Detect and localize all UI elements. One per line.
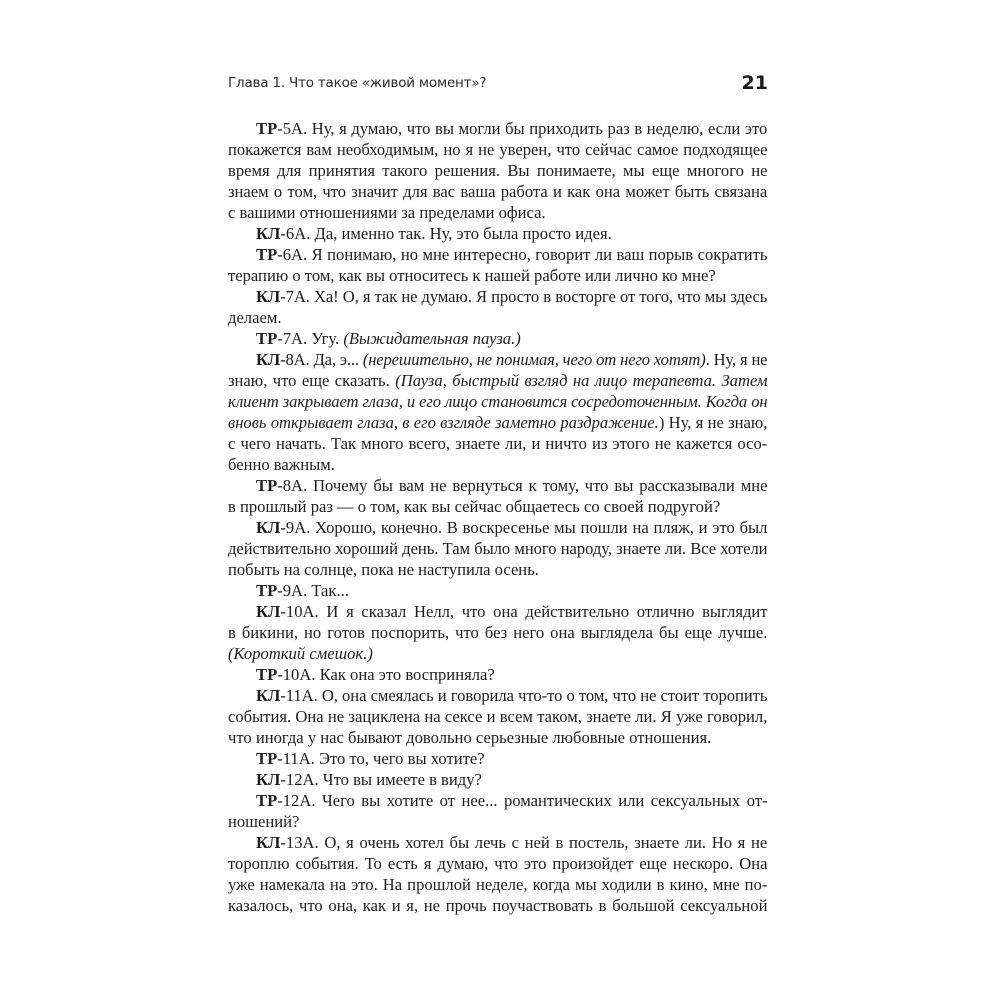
text-line xyxy=(228,748,768,769)
text-line-content xyxy=(256,245,768,264)
text-line-content xyxy=(256,770,482,789)
text-line-content xyxy=(228,497,720,516)
speaker-label: КЛ xyxy=(256,287,281,306)
speech-text: -10А. Как она это восприняла? xyxy=(277,665,495,684)
dialogue-paragraph xyxy=(228,475,768,517)
speech-text: -7А. Угу. xyxy=(277,329,344,348)
text-line-content xyxy=(228,896,767,915)
text-line xyxy=(228,433,768,454)
text-line xyxy=(228,160,768,181)
stage-direction: клиент закрывает глаза, и его лицо становится сосредоточенным. Когда он xyxy=(228,392,768,411)
text-line-content xyxy=(228,140,768,159)
speech-text: с чего начать. Так много всего, знаете ли, и ничто из этого не кажется осо- xyxy=(228,434,768,453)
text-line-content xyxy=(228,854,767,873)
text-line-content xyxy=(228,539,768,558)
speech-text: тороплю события. То есть я думаю, что это произойдет еще нескоро. Она xyxy=(228,854,768,873)
text-line-content xyxy=(228,644,373,663)
speech-text: время для принятия такого решения. Вы понимаете, мы еще многого не xyxy=(228,161,768,180)
speaker-label: ТР xyxy=(256,749,278,768)
text-line xyxy=(228,370,768,391)
text-line-content xyxy=(228,812,299,831)
text-line xyxy=(228,685,768,706)
text-line-content xyxy=(256,329,521,348)
dialogue-paragraph xyxy=(228,223,768,244)
speech-text: -12А. Что вы имеете в виду? xyxy=(280,770,482,789)
text-line-content xyxy=(228,203,546,222)
text-line xyxy=(228,559,768,580)
speech-text: терапию о том, как вы относитесь к нашей работе или лично ко мне? xyxy=(228,266,716,285)
text-line-content xyxy=(228,707,767,726)
dialogue-paragraph xyxy=(228,517,768,580)
text-line-content xyxy=(256,518,767,537)
speech-text: . Ну, я не xyxy=(705,350,768,369)
speech-text: ношений? xyxy=(228,812,300,831)
dialogue-paragraph xyxy=(228,244,768,286)
speech-text: покажется вам необходимым, но я не уверен, что сейчас самое подходящее xyxy=(228,140,768,159)
text-line xyxy=(228,223,768,244)
text-line-content xyxy=(228,560,539,579)
text-line xyxy=(228,181,768,202)
text-line-content xyxy=(256,833,767,852)
page-number: 21 xyxy=(741,72,768,94)
text-line-content xyxy=(228,728,711,747)
dialogue-paragraph xyxy=(228,685,768,748)
speech-text: -12А. Чего вы хотите от нее... романтических или сексуальных от- xyxy=(277,791,768,810)
running-title: Глава 1. Что такое «живой момент»? xyxy=(228,75,487,91)
text-line xyxy=(228,517,768,538)
text-line xyxy=(228,769,768,790)
text-line-content xyxy=(256,287,767,306)
speaker-label: КЛ xyxy=(256,224,281,243)
text-line xyxy=(228,118,768,139)
text-line xyxy=(228,496,768,517)
stage-direction: (нерешительно, не понимая, чего от него хотят) xyxy=(362,350,706,369)
speech-text: с вашими отношениями за пределами офиса. xyxy=(228,203,546,222)
text-line-content xyxy=(256,350,767,369)
speaker-label: ТР xyxy=(256,791,278,810)
dialogue-paragraph xyxy=(228,328,768,349)
speech-text: казалось, что она, как и я, не прочь поучаствовать в большой сексуальной xyxy=(228,896,768,915)
text-line xyxy=(228,727,768,748)
stage-direction: вновь открывает глаза, в его взгляде заметно раздражение. xyxy=(228,413,659,432)
text-line-content xyxy=(256,602,768,621)
speech-text: -9А. Хорошо, конечно. В воскресенье мы пошли на пляж, и это был xyxy=(280,518,768,537)
speech-text: -6А. Я понимаю, но мне интересно, говорит ли ваш порыв сократить xyxy=(277,245,768,264)
speaker-label: КЛ xyxy=(256,770,281,789)
text-line-content xyxy=(256,791,768,810)
text-line-content xyxy=(228,413,767,432)
speaker-label: ТР xyxy=(256,245,278,264)
speech-text: что иногда у нас бывают довольно серьезные любовные отношения. xyxy=(228,728,712,747)
text-line-content xyxy=(256,224,612,243)
text-line xyxy=(228,622,768,643)
text-line-content xyxy=(228,308,281,327)
speech-text: в прошлый раз — о том, как вы сейчас общаетесь со своей подругой? xyxy=(228,497,721,516)
text-line-content xyxy=(256,686,767,705)
text-line xyxy=(228,307,768,328)
text-line xyxy=(228,664,768,685)
stage-direction: (Короткий смешок.) xyxy=(228,644,373,663)
stage-direction: (Пауза, быстрый взгляд на лицо терапевта. Затем xyxy=(395,371,768,390)
text-line xyxy=(228,244,768,265)
speech-text: знаем о том, что значит для вас ваша работа и как она может быть связана xyxy=(228,182,768,201)
text-line-content xyxy=(256,665,495,684)
text-line xyxy=(228,790,768,811)
speech-text: -9А. Так... xyxy=(277,581,349,600)
speech-text: -13А. О, я очень хотел бы лечь с ней в постель, знаете ли. Но я не xyxy=(280,833,768,852)
dialogue-text xyxy=(228,118,768,916)
dialogue-paragraph xyxy=(228,769,768,790)
speech-text: бенно важным. xyxy=(228,455,335,474)
speech-text: -6А. Да, именно так. Ну, это была просто идея. xyxy=(280,224,612,243)
text-line xyxy=(228,811,768,832)
text-line-content xyxy=(256,749,485,768)
speaker-label: КЛ xyxy=(256,833,281,852)
text-line xyxy=(228,265,768,286)
text-line xyxy=(228,454,768,475)
speaker-label: КЛ xyxy=(256,350,281,369)
text-line xyxy=(228,832,768,853)
text-line-content xyxy=(228,623,767,642)
text-line xyxy=(228,475,768,496)
text-line-content xyxy=(256,119,767,138)
text-line xyxy=(228,601,768,622)
dialogue-paragraph xyxy=(228,601,768,664)
text-line-content xyxy=(228,392,768,411)
speech-text: -8А. Да, э... xyxy=(280,350,363,369)
running-header xyxy=(228,72,768,96)
text-line-content xyxy=(256,581,349,600)
text-line xyxy=(228,412,768,433)
speech-text: -11А. Это то, чего вы хотите? xyxy=(277,749,485,768)
text-line xyxy=(228,286,768,307)
dialogue-paragraph xyxy=(228,748,768,769)
text-line xyxy=(228,706,768,727)
speech-text: -8А. Почему бы вам не вернуться к тому, что вы рассказывали мне xyxy=(277,476,768,495)
speech-text: побыть на солнце, пока не наступила осень. xyxy=(228,560,539,579)
text-line-content xyxy=(228,266,716,285)
text-line xyxy=(228,391,768,412)
text-line xyxy=(228,139,768,160)
speech-text: уже намекала на это. На прошлой неделе, когда мы ходили в кино, мне по- xyxy=(228,875,768,894)
speaker-label: КЛ xyxy=(256,686,281,705)
speech-text: действительно хороший день. Там было много народу, знаете ли. Все хотели xyxy=(228,539,768,558)
speaker-label: ТР xyxy=(256,581,278,600)
dialogue-paragraph xyxy=(228,349,768,475)
text-line xyxy=(228,853,768,874)
stage-direction: (Выжидательная пауза.) xyxy=(343,329,521,348)
text-line-content xyxy=(256,476,767,495)
text-line-content xyxy=(228,875,767,894)
dialogue-paragraph xyxy=(228,832,768,916)
dialogue-paragraph xyxy=(228,118,768,223)
text-line xyxy=(228,349,768,370)
speaker-label: ТР xyxy=(256,476,278,495)
text-line-content xyxy=(228,434,767,453)
text-line-content xyxy=(228,371,768,390)
speech-text: -11А. О, она смеялась и говорила что-то о том, что не стоит торопить xyxy=(280,686,768,705)
speaker-label: КЛ xyxy=(256,602,281,621)
dialogue-paragraph xyxy=(228,790,768,832)
dialogue-paragraph xyxy=(228,580,768,601)
speaker-label: ТР xyxy=(256,119,278,138)
text-line xyxy=(228,580,768,601)
text-line-content xyxy=(228,182,767,201)
text-line xyxy=(228,538,768,559)
text-line xyxy=(228,202,768,223)
speech-text: ) Ну, я не знаю, xyxy=(658,413,768,432)
speech-text: -10А. И я сказал Нелл, что она действительно отлично выглядит xyxy=(280,602,768,621)
dialogue-paragraph xyxy=(228,286,768,328)
speech-text: в бикини, но готов поспорить, что без него она выглядела бы еще лучше. xyxy=(228,623,768,642)
text-line xyxy=(228,328,768,349)
text-line-content xyxy=(228,455,335,474)
text-line-content xyxy=(228,161,767,180)
text-line xyxy=(228,643,768,664)
speech-text: знаю, что еще сказать. xyxy=(228,371,396,390)
text-line xyxy=(228,895,768,916)
dialogue-paragraph xyxy=(228,664,768,685)
speech-text: -5А. Ну, я думаю, что вы могли бы приходить раз в неделю, если это xyxy=(277,119,768,138)
speech-text: события. Она не зациклена на сексе и всем таком, знаете ли. Я уже говорил, xyxy=(228,707,768,726)
speaker-label: ТР xyxy=(256,665,278,684)
speaker-label: ТР xyxy=(256,329,278,348)
speech-text: делаем. xyxy=(228,308,282,327)
speech-text: -7А. Ха! О, я так не думаю. Я просто в восторге от того, что мы здесь xyxy=(280,287,768,306)
text-line xyxy=(228,874,768,895)
speaker-label: КЛ xyxy=(256,518,281,537)
